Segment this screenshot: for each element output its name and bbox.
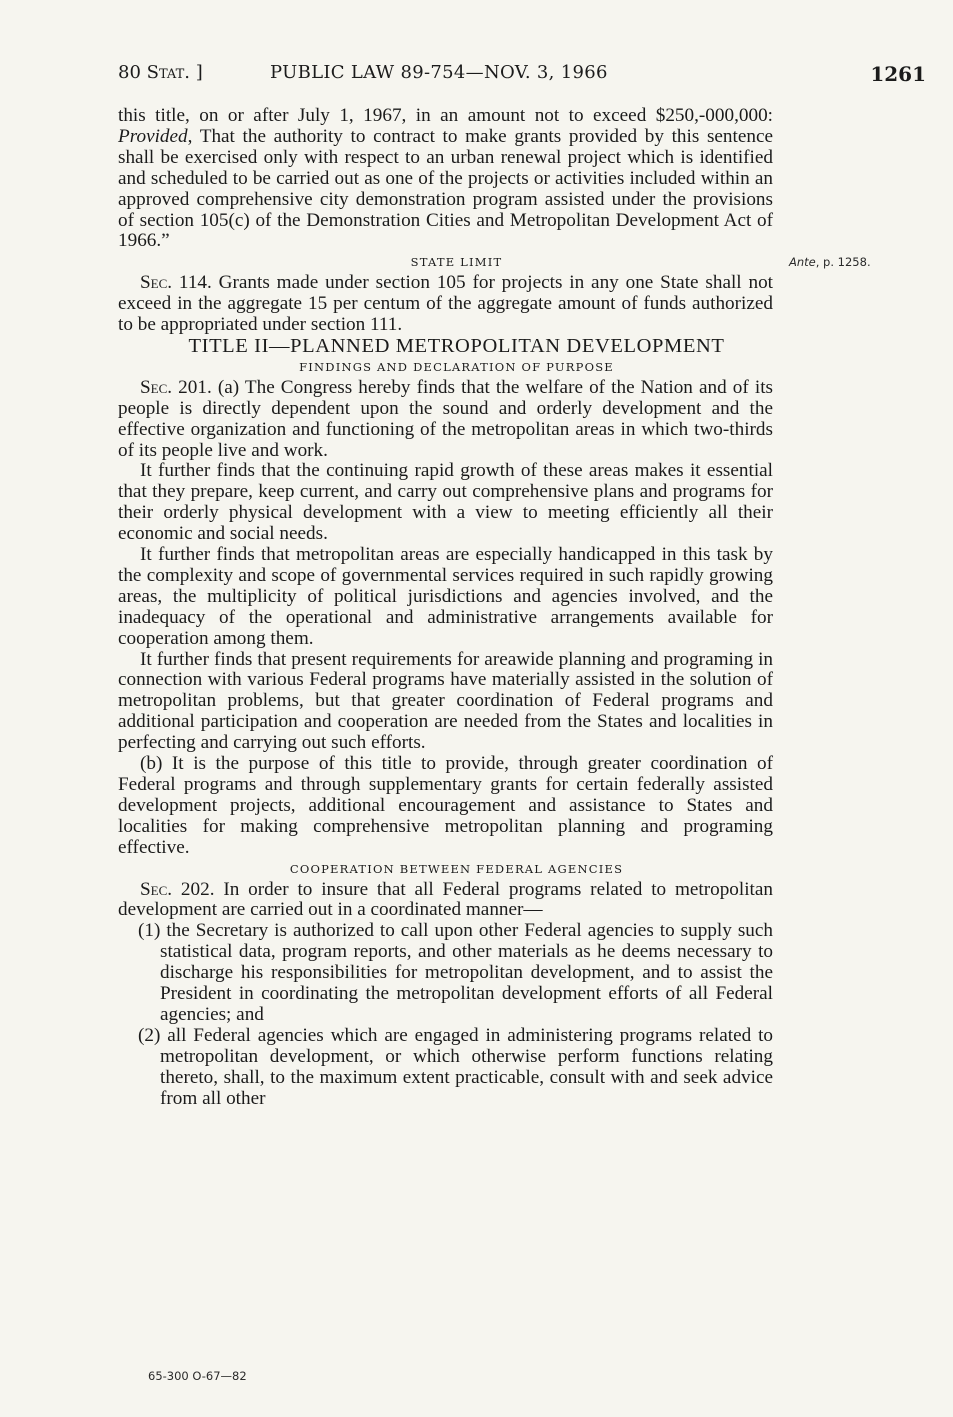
page-header xyxy=(118,62,926,88)
paragraph-continued xyxy=(118,106,773,252)
list-item-2: (2) all Federal agencies which are engaged in administering programs related to metropolitan development, or which otherwise perform functions relating thereto, shall, to the maximum extent practicable, consult with and seek advice from all other xyxy=(138,1024,773,1109)
title-ii-heading: TITLE II—PLANNED METROPOLITAN DEVELOPMENT xyxy=(188,334,725,357)
section-label: Sec. 114. xyxy=(140,272,212,294)
section-202 xyxy=(118,880,773,922)
stat-reference: 80 Stat. ] xyxy=(118,62,203,83)
section-heading-cooperation: COOPERATION BETWEEN FEDERAL AGENCIES xyxy=(289,861,624,876)
margin-note xyxy=(789,255,871,269)
paragraph-further-2: It further finds that metropolitan areas are especially handicapped in this task by the complexity and scope of governmental services required in such rapidly growing areas, the multiplicity of political jurisdictions and agencies involved, and the inadequacy of the operational and administrative arrangements available for cooperation among them. xyxy=(118,544,773,649)
margin-note-italic: Ante xyxy=(789,255,816,269)
section-text: (a) The Congress hereby finds that the welfare of the Nation and of its people is directly dependent upon the sound and orderly development and the effective organization and functioning of the metropolitan areas in which two-thirds of its people live and work. xyxy=(118,376,773,461)
section-label: Sec. 202. xyxy=(140,878,215,900)
section-114 xyxy=(118,273,773,336)
list-item-1: (1) the Secretary is authorized to call upon other Federal agencies to supply such statistical data, program reports, and other materials as he deems necessary to discharge his responsibilities for metropolitan development, and to assist the President in coordinating the metropolitan development efforts of all Federal agencies; and xyxy=(138,920,773,1025)
paragraph-further-3: It further finds that present requirements for areawide planning and programing in connection with various Federal programs have materially assisted in the solution of metropolitan problems, but that greater coordination of Federal programs and additional participation and cooperation are needed from the States and localities in perfecting and carrying out such efforts. xyxy=(118,648,773,754)
section-heading-state-limit: STATE LIMIT xyxy=(410,255,503,270)
paragraph-purpose-b: (b) It is the purpose of this title to provide, through greater coordination of Federal programs and through supplementary grants for certain federally assisted development projects, additional encouragement and assistance to States and localities for making comprehensive metropolitan planning and programing effective. xyxy=(118,753,773,858)
page-number: 1261 xyxy=(870,62,926,86)
provided-italic: Provided xyxy=(118,125,188,147)
print-code: 65-300 O-67—82 xyxy=(148,1369,247,1383)
paragraph-further-1: It further finds that the continuing rapid growth of these areas makes it essential that they prepare, keep current, and carry out comprehensive plans and programs for their orderly physical development with a view to meeting efficiently all their economic and social needs. xyxy=(118,460,773,545)
text-run: , That the authority to contract to make grants provided by this sentence shall be exercised only with respect to an urban renewal project which is identified and scheduled to be carried out as one of the projects or activities included within an approved comprehensive city demonstration program assisted under the provisions of section 105(c) of the Demonstration Cities and Metropolitan Development Act of 1966.” xyxy=(118,125,773,252)
margin-note-rest: , p. 1258. xyxy=(815,255,871,269)
document-body xyxy=(118,106,773,1110)
section-label: Sec. 201. xyxy=(140,376,212,398)
section-201 xyxy=(118,378,773,462)
section-text: Grants made under section 105 for projects in any one State shall not exceed in the aggregate 15 per centum of the aggregate amount of funds authorized to be appropriated under section 111. xyxy=(118,272,774,336)
text-run: this title, on or after July 1, 1967, in an amount not to exceed $250,-000,000: xyxy=(118,105,773,126)
section-heading-findings: FINDINGS AND DECLARATION OF PURPOSE xyxy=(299,359,614,374)
law-title: PUBLIC LAW 89-754—NOV. 3, 1966 xyxy=(270,62,608,83)
section-text: In order to insure that all Federal programs related to metropolitan development are carried out in a coordinated manner— xyxy=(118,878,773,921)
